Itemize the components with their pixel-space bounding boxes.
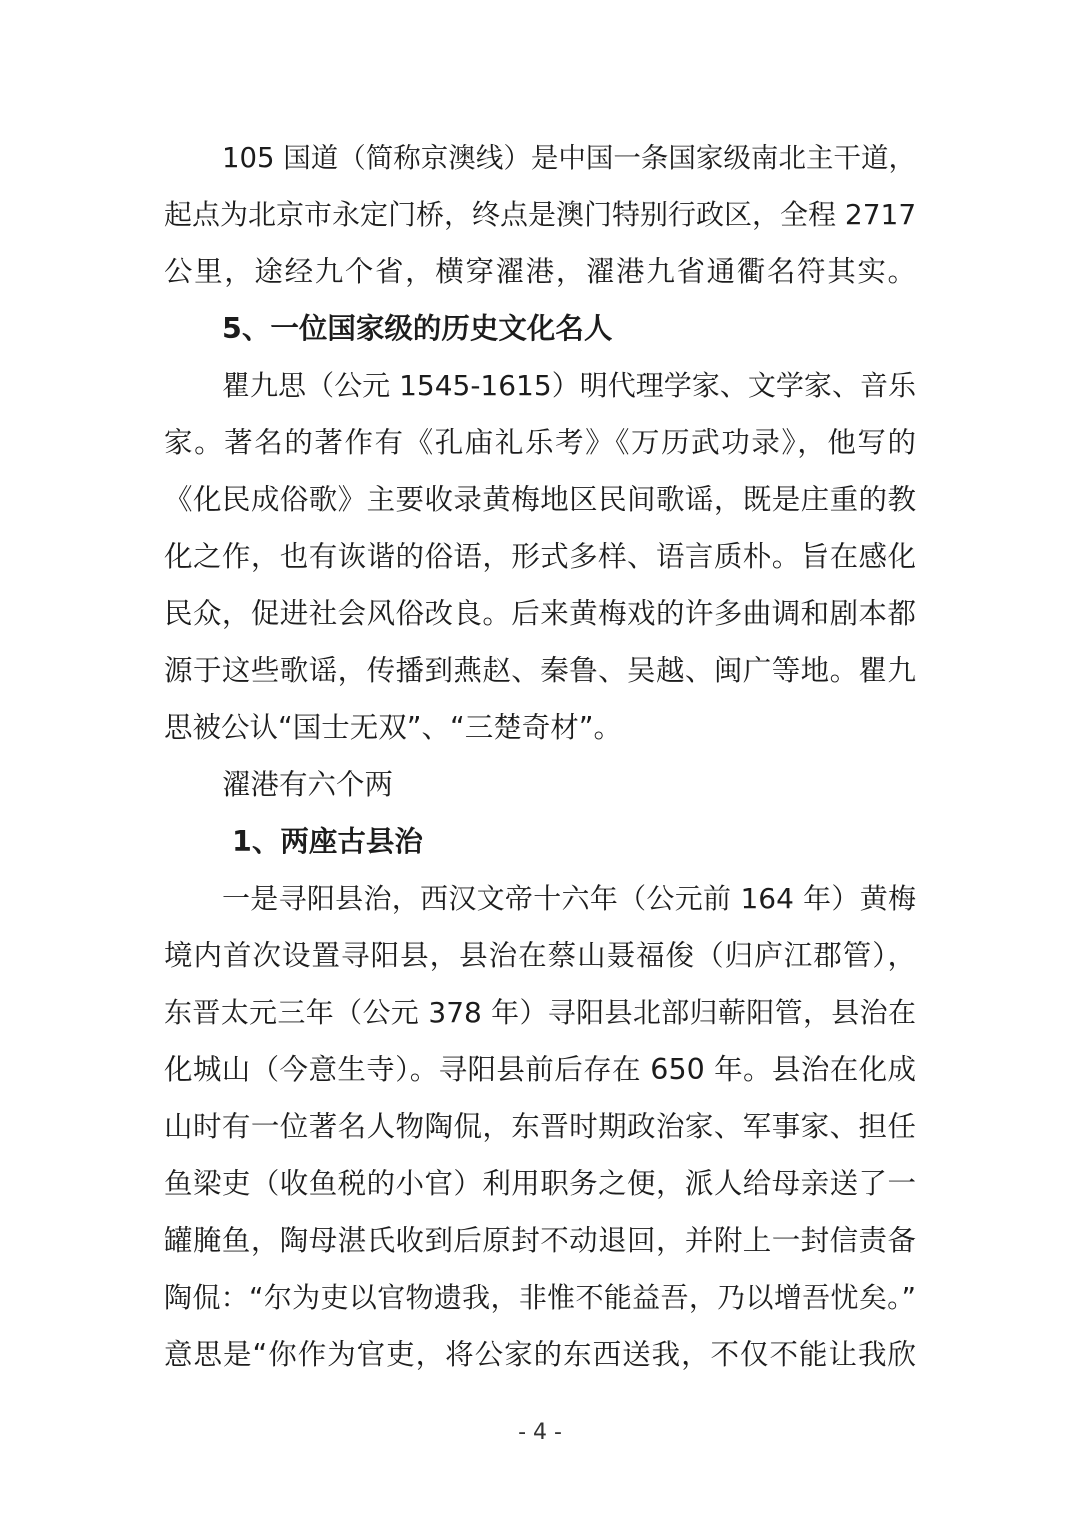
- paragraph-xunyang-line-8: 陶侃：“尔为吏以官物遗我，非惟不能益吾，乃以增吾忧矣。”: [164, 1281, 916, 1314]
- paragraph-qu-line-7: 思被公认“国士无双”、“三楚奇材”。: [164, 711, 623, 744]
- paragraph-105-line-1: 105 国道（简称京澳线）是中国一条国家级南北主干道，: [222, 142, 916, 174]
- paragraph-qu-line-3: 《化民成俗歌》主要收录黄梅地区民间歌谣，既是庄重的教: [164, 483, 916, 516]
- page-number: - 4 -: [518, 1420, 562, 1445]
- paragraph-xunyang-line-1: 一是寻阳县治，西汉文帝十六年（公元前 164 年）黄梅: [222, 882, 916, 915]
- paragraph-105-line-2: 起点为北京市永定门桥，终点是澳门特别行政区，全程 2717: [164, 198, 916, 231]
- section-heading-5: 5、一位国家级的历史文化名人: [222, 312, 613, 345]
- paragraph-xunyang-line-6: 鱼梁吏（收鱼税的小官）利用职务之便，派人给母亲送了一: [164, 1167, 916, 1200]
- paragraph-xunyang-line-7: 罐腌鱼，陶母湛氏收到后原封不动退回，并附上一封信责备: [164, 1224, 916, 1257]
- section-heading-1: 1、两座古县治: [232, 825, 423, 858]
- paragraph-xunyang-line-2: 境内首次设置寻阳县，县治在蔡山聂福俊（归庐江郡管），: [164, 939, 916, 972]
- paragraph-xunyang-line-4: 化城山（今意生寺）。寻阳县前后存在 650 年。县治在化成: [164, 1053, 916, 1086]
- paragraph-qu-line-2: 家。著名的著作有《孔庙礼乐考》《万历武功录》，他写的: [164, 426, 916, 459]
- paragraph-qu-line-5: 民众，促进社会风俗改良。后来黄梅戏的许多曲调和剧本都: [164, 597, 916, 630]
- paragraph-105-line-3: 公里，途经九个省，横穿濯港，濯港九省通衢名符其实。: [164, 255, 916, 288]
- paragraph-xunyang-line-5: 山时有一位著名人物陶侃，东晋时期政治家、军事家、担任: [164, 1110, 916, 1143]
- paragraph-xunyang-line-9: 意思是“你作为官吏，将公家的东西送我，不仅不能让我欣: [164, 1338, 916, 1371]
- paragraph-qu-line-1: 瞿九思（公元 1545-1615）明代理学家、文学家、音乐: [222, 369, 916, 402]
- section-intro: 濯港有六个两: [222, 768, 394, 801]
- paragraph-qu-line-4: 化之作，也有诙谐的俗语，形式多样、语言质朴。旨在感化: [164, 540, 916, 573]
- paragraph-qu-line-6: 源于这些歌谣，传播到燕赵、秦鲁、吴越、闽广等地。瞿九: [164, 654, 916, 687]
- paragraph-xunyang-line-3: 东晋太元三年（公元 378 年）寻阳县北部归蕲阳管，县治在: [164, 996, 916, 1029]
